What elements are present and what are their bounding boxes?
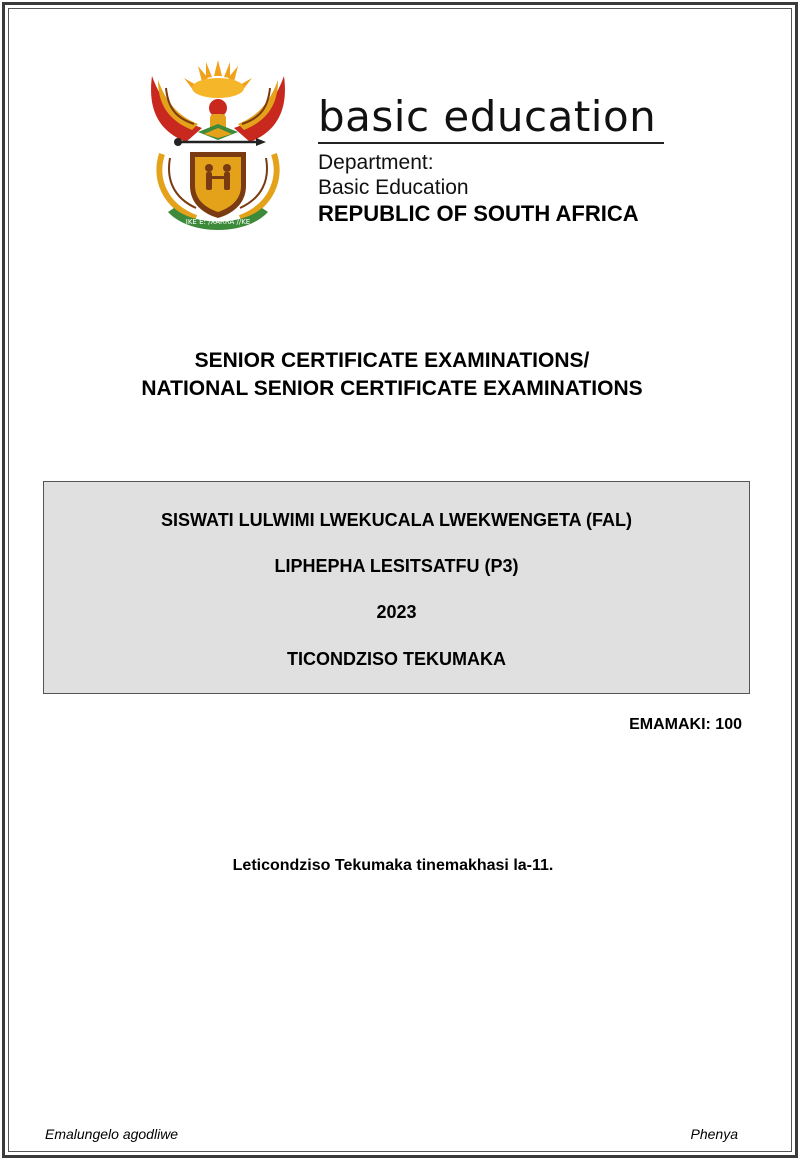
total-marks: EMAMAKI: 100 (629, 716, 742, 733)
exam-title-line-1: SENIOR CERTIFICATE EXAMINATIONS/ (194, 349, 590, 372)
exam-title-line-2: NATIONAL SENIOR CERTIFICATE EXAMINATIONS (141, 377, 643, 400)
department-line-2: Basic Education (318, 176, 469, 199)
department-branding (318, 92, 668, 227)
brand-rule (318, 142, 664, 144)
brand-name: basic education (318, 92, 657, 141)
document-type: TICONDZISO TEKUMAKA (287, 649, 506, 669)
emblem-motto: IKE E: /XARRA //KE (185, 218, 251, 226)
country-name: REPUBLIC OF SOUTH AFRICA (318, 201, 639, 226)
exam-year: 2023 (376, 602, 417, 622)
exam-title-block (0, 347, 800, 403)
subject-name: SISWATI LULWIMI LWEKUCALA LWEKWENGETA (FAL) (161, 510, 632, 530)
copyright-notice: Emalungelo agodliwe (45, 1126, 179, 1142)
department-line-1: Department: (318, 151, 434, 174)
turn-over-note: Phenya (690, 1126, 738, 1142)
coat-of-arms-icon (146, 58, 290, 238)
page-count-note: Leticondziso Tekumaka tinemakhasi la-11. (232, 857, 554, 874)
paper-number: LIPHEPHA LESITSATFU (P3) (274, 556, 519, 576)
subject-info-box (43, 481, 750, 694)
